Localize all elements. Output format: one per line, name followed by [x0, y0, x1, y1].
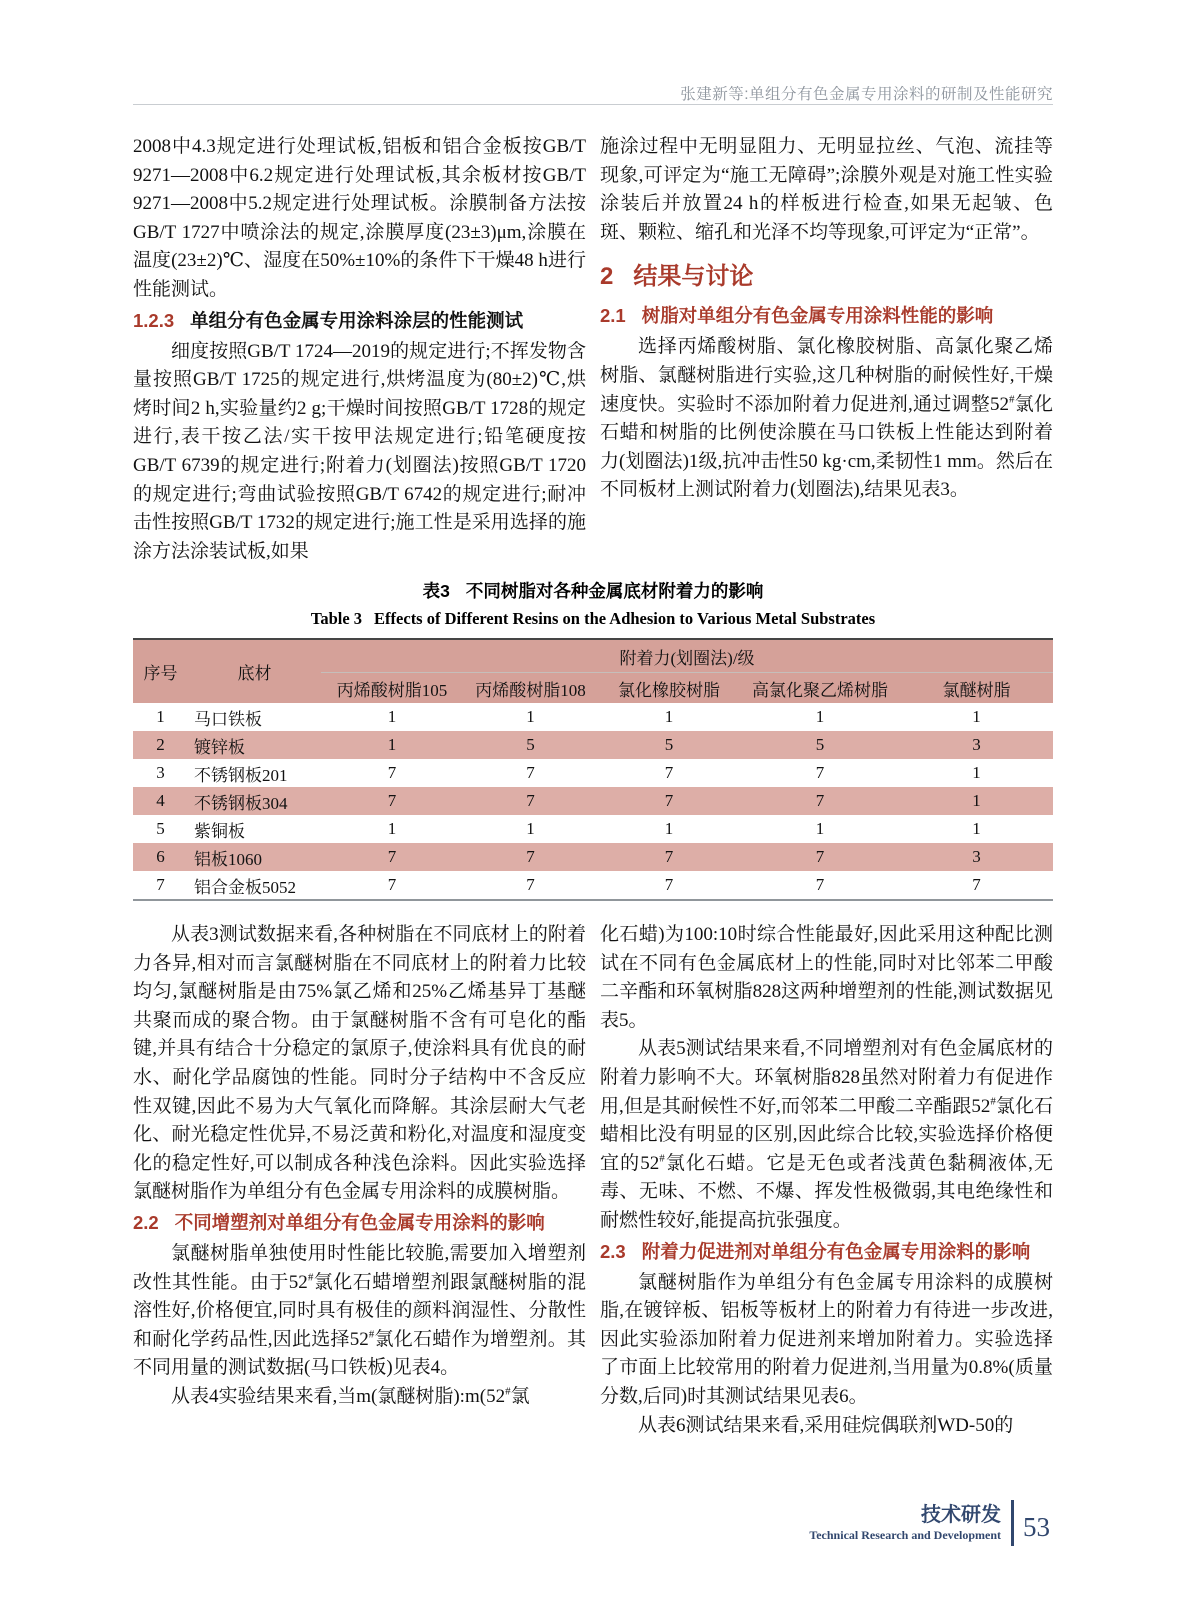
paragraph-plasticizer: 氯醚树脂单独使用时性能比较脆,需要加入增塑剂改性其性能。由于52#氯化石蜡增塑剂跟氯醚树脂的混溶性好,价格便宜,同时具有极佳的颜料润湿性、分散性和耐化学药品性,因此选择52#氯化石蜡作为增塑剂。其不同用量的测试数据(马口铁板)见表4。 — [133, 1242, 586, 1379]
footer-divider-bar — [1011, 1500, 1014, 1546]
paragraph-application-continuation: 施涂过程中无明显阻力、无明显拉丝、气泡、流挂等现象,可评定为“施工无障碍”;涂膜外观是对施工性实验涂装后并放置24 h的样板进行检查,如果无起皱、色斑、颗粒、缩孔和光泽不均等现象,可评定为“正常”。 — [600, 136, 1053, 243]
section-title: 树脂对单组分有色金属专用涂料性能的影响 — [641, 305, 994, 327]
column-header-resin: 氯醚树脂 — [942, 680, 1011, 700]
adhesion-value-cell: 7 — [664, 875, 674, 894]
table-row — [133, 759, 1053, 787]
adhesion-value-cell: 7 — [815, 763, 825, 782]
adhesion-value-cell: 1 — [815, 819, 825, 838]
table-row — [133, 871, 1053, 900]
table3-label-en: Table 3 — [310, 609, 363, 628]
header-rule — [133, 104, 1053, 105]
table3-title-en: Effects of Different Resins on the Adhesion to Various Metal Substrates — [374, 609, 876, 628]
adhesion-value-cell: 5 — [815, 735, 825, 754]
adhesion-value-cell: 1 — [387, 735, 397, 754]
paragraph-adhesion-promoter: 氯醚树脂作为单组分有色金属专用涂料的成膜树脂,在镀锌板、铝板等板材上的附着力有待进一步改进,因此实验添加附着力促进剂来增加附着力。实验选择了市面上比较常用的附着力促进剂,当用量为0.8%(质量分数,后同)时其测试结果见表6。 — [600, 1271, 1053, 1407]
table-row — [133, 843, 1053, 871]
paragraph-table5-analysis: 从表5测试结果来看,不同增塑剂对有色金属底材的附着力影响不大。环氧树脂828虽然对附着力有促进作用,但是其耐候性不好,而邻苯二甲酸二辛酯跟52#氯化石蜡相比没有明显的区别,因此综合比较,实验选择价格便宜的52#氯化石蜡。它是无色或者浅黄色黏稠液体,无毒、无味、不燃、不爆、挥发性极微弱,其电绝缘性和耐燃性较好,能提高抗张强度。 — [600, 1038, 1053, 1231]
adhesion-value-cell: 7 — [526, 875, 535, 894]
column-header-adhesion-group: 附着力(划圈法)/级 — [321, 639, 1053, 673]
section-heading-2-1 — [600, 301, 1053, 331]
section-title: 附着力促进剂对单组分有色金属专用涂料的影响 — [641, 1240, 1031, 1262]
table3-label-cn: 表3 — [422, 581, 450, 601]
footer-section-cn: 技术研发 — [921, 1504, 1001, 1526]
page-number: 53 — [1023, 1512, 1050, 1542]
section-heading-2 — [600, 261, 1053, 293]
paragraph-panel-prep-continuation: 2008中4.3规定进行处理试板,铝板和铝合金板按GB/T 9271—2008中6.2规定进行处理试板,其余板材按GB/T 9271—2008中5.2规定进行处理试板。涂膜制备方法按GB/T 1727中喷涂法的规定,涂膜厚度(23±3)μm,涂膜在温度(23±2)℃、湿度在50%±10%的条件下干燥48 h进行性能测试。 — [133, 136, 586, 300]
adhesion-value-cell: 5 — [664, 735, 674, 754]
row-index-cell: 4 — [156, 791, 165, 810]
section-number: 2.2 — [133, 1211, 159, 1233]
section-heading-2-2 — [133, 1208, 586, 1238]
adhesion-value-cell: 7 — [387, 847, 397, 866]
adhesion-value-cell: 7 — [664, 791, 674, 810]
adhesion-value-cell: 7 — [526, 763, 535, 782]
substrate-cell: 紫铜板 — [194, 821, 245, 841]
section-heading-2-3 — [600, 1237, 1053, 1267]
section-number: 1.2.3 — [133, 309, 175, 331]
section-number: 2.1 — [600, 305, 626, 327]
column-header-resin: 丙烯酸树脂108 — [475, 680, 586, 700]
adhesion-value-cell: 7 — [664, 847, 674, 866]
row-index-cell: 2 — [156, 735, 165, 754]
table-row — [133, 703, 1053, 731]
table3-block — [133, 578, 1053, 901]
table3-title-cn: 不同树脂对各种金属底材附着力的影响 — [465, 581, 764, 601]
adhesion-value-cell: 7 — [815, 875, 825, 894]
paragraph-test-standards: 细度按照GB/T 1724—2019的规定进行;不挥发物含量按照GB/T 1725的规定进行,烘烤温度为(80±2)℃,烘烤时间2 h,实验量约2 g;干燥时间按照GB/T 1728的规定进行,表干按乙法/实干按甲法规定进行;铅笔硬度按GB/T 6739的规定进行;附着力(划圈法)按照GB/T 1720的规定进行;弯曲试验按照GB/T 6742的规定进行;耐冲击性按照GB/T 1732的规定进行;施工性是采用选择的施涂方法涂装试板,如果 — [133, 340, 586, 562]
left-column-bottom — [133, 921, 586, 1440]
substrate-cell: 马口铁板 — [194, 709, 262, 729]
adhesion-value-cell: 1 — [972, 791, 981, 810]
substrate-cell: 不锈钢板304 — [194, 793, 288, 813]
adhesion-value-cell: 7 — [526, 847, 535, 866]
footer-section-en: Technical Research and Development — [809, 1528, 1001, 1542]
column-header-index: 序号 — [143, 664, 178, 683]
row-index-cell: 5 — [156, 819, 165, 838]
row-index-cell: 6 — [156, 847, 165, 866]
left-column-top — [133, 133, 586, 566]
adhesion-value-cell: 1 — [387, 819, 397, 838]
paragraph-table6-lead: 从表6测试结果来看,采用硅烷偶联剂WD-50的 — [638, 1414, 1014, 1436]
section-title: 结果与讨论 — [633, 263, 754, 291]
substrate-cell: 铝板1060 — [194, 849, 262, 869]
adhesion-value-cell: 1 — [815, 707, 825, 726]
substrate-cell: 镀锌板 — [194, 737, 245, 757]
section-title: 单组分有色金属专用涂料涂层的性能测试 — [190, 309, 524, 331]
adhesion-value-cell: 7 — [815, 791, 825, 810]
section-heading-1-2-3 — [133, 306, 586, 336]
right-column-bottom — [600, 921, 1053, 1440]
substrate-cell: 不锈钢板201 — [194, 765, 288, 785]
paragraph-ratio-continuation: 化石蜡)为100:10时综合性能最好,因此采用这种配比测试在不同有色金属底材上的性能,同时对比邻苯二甲酸二辛酯和环氧树脂828这两种增塑剂的性能,测试数据见表5。 — [600, 924, 1053, 1031]
bottom-columns — [133, 921, 1053, 1440]
substrate-cell: 铝合金板5052 — [194, 877, 296, 897]
adhesion-value-cell: 1 — [972, 707, 981, 726]
adhesion-value-cell: 1 — [664, 707, 674, 726]
adhesion-value-cell: 1 — [664, 819, 674, 838]
row-index-cell: 7 — [156, 875, 165, 894]
footer-section-labels — [809, 1503, 1001, 1543]
table3 — [133, 638, 1053, 901]
table3-header — [133, 639, 1053, 703]
adhesion-value-cell: 1 — [972, 763, 981, 782]
top-columns — [133, 133, 1053, 566]
table3-caption-cn — [133, 578, 1053, 603]
paragraph-table4-lead: 从表4实验结果来看,当m(氯醚树脂):m(52#氯 — [171, 1385, 530, 1407]
adhesion-value-cell: 3 — [972, 847, 981, 866]
adhesion-value-cell: 7 — [387, 875, 397, 894]
adhesion-value-cell: 1 — [526, 707, 535, 726]
adhesion-value-cell: 3 — [972, 735, 981, 754]
section-number: 2 — [600, 263, 614, 291]
adhesion-value-cell: 5 — [526, 735, 535, 754]
paragraph-table3-analysis: 从表3测试数据来看,各种树脂在不同底材上的附着力各异,相对而言氯醚树脂在不同底材上的附着力比较均匀,氯醚树脂是由75%氯乙烯和25%乙烯基异丁基醚共聚而成的聚合物。由于氯醚树脂不含有可皂化的酯键,并具有结合十分稳定的氯原子,使涂料具有优良的耐水、耐化学品腐蚀的性能。同时分子结构中不含反应性双键,因此不易为大气氧化而降解。其涂层耐大气老化、耐光稳定性优异,不易泛黄和粉化,对温度和湿度变化的稳定性好,可以制成各种浅色涂料。因此实验选择氯醚树脂作为单组分有色金属专用涂料的成膜树脂。 — [133, 924, 586, 1203]
column-header-resin: 高氯化聚乙烯树脂 — [752, 680, 888, 700]
table-row — [133, 815, 1053, 843]
table-row — [133, 731, 1053, 759]
adhesion-value-cell: 1 — [526, 819, 535, 838]
paragraph-resin-selection: 选择丙烯酸树脂、氯化橡胶树脂、高氯化聚乙烯树脂、氯醚树脂进行实验,这几种树脂的耐候性好,干燥速度快。实验时不添加附着力促进剂,通过调整52#氯化石蜡和树脂的比例使涂膜在马口铁板上性能达到附着力(划圈法)1级,抗冲击性50 kg·cm,柔韧性1 mm。然后在不同板材上测试附着力(划圈法),结果见表3。 — [600, 336, 1053, 501]
running-header-title: 张建新等:单组分有色金属专用涂料的研制及性能研究 — [680, 86, 1053, 103]
page-footer — [809, 1496, 1050, 1550]
adhesion-value-cell: 7 — [815, 847, 825, 866]
table-row — [133, 787, 1053, 815]
right-column-top — [600, 133, 1053, 566]
section-number: 2.3 — [600, 1240, 626, 1262]
adhesion-value-cell: 1 — [972, 819, 981, 838]
row-index-cell: 1 — [156, 707, 165, 726]
row-index-cell: 3 — [156, 763, 165, 782]
column-header-resin: 氯化橡胶树脂 — [618, 680, 720, 700]
adhesion-value-cell: 7 — [972, 875, 981, 894]
table3-caption-en — [133, 609, 1053, 629]
adhesion-value-cell: 7 — [664, 763, 674, 782]
adhesion-value-cell: 1 — [387, 707, 397, 726]
section-title: 不同增塑剂对单组分有色金属专用涂料的影响 — [174, 1211, 545, 1233]
adhesion-value-cell: 7 — [387, 791, 397, 810]
adhesion-value-cell: 7 — [526, 791, 535, 810]
column-header-substrate: 底材 — [237, 664, 272, 683]
adhesion-value-cell: 7 — [387, 763, 397, 782]
table3-body — [133, 703, 1053, 900]
column-header-resin: 丙烯酸树脂105 — [336, 680, 448, 700]
